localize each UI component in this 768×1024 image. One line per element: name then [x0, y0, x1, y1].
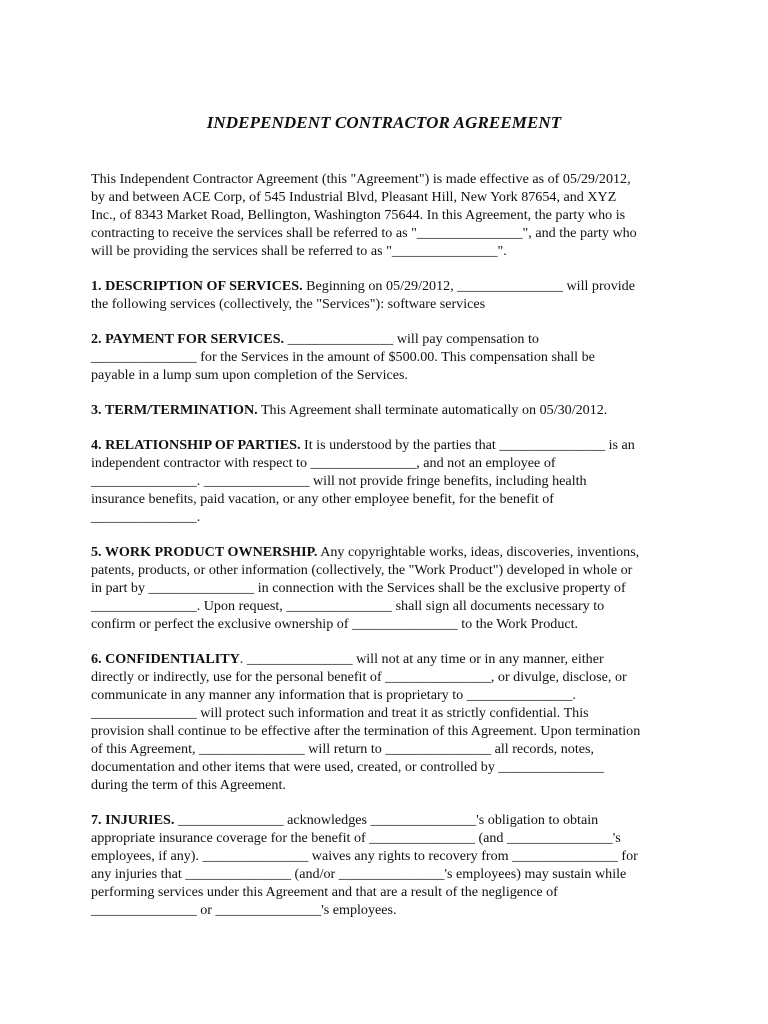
- section-first-line: [91, 543, 691, 561]
- section-line: communicate in any manner any information that is proprietary to _______________.: [91, 687, 576, 703]
- section-first-line: [91, 277, 691, 295]
- section-line: during the term of this Agreement.: [91, 777, 286, 793]
- section-line: _______________.: [91, 509, 201, 525]
- section-text: Any copyrightable works, ideas, discoveries, inventions,: [317, 544, 640, 560]
- section-description-of-services: [91, 277, 691, 313]
- section-line: _______________ or _______________'s employees.: [91, 902, 397, 918]
- section-line: performing services under this Agreement and that are a result of the negligence of: [91, 884, 558, 900]
- section-line: the following services (collectively, the "Services"): software services: [91, 296, 486, 312]
- section-line: _______________ for the Services in the amount of $500.00. This compensation shall be: [91, 349, 595, 365]
- section-line: patents, products, or other information (collectively, the "Work Product") developed in whole or: [91, 562, 633, 578]
- section-text: It is understood by the parties that _______________ is an: [300, 437, 635, 453]
- section-line: _______________. Upon request, _______________ shall sign all documents necessary to: [91, 598, 605, 614]
- section-line: independent contractor with respect to _______________, and not an employee of: [91, 455, 556, 471]
- section-line: insurance benefits, paid vacation, or any other employee benefit, for the benefit of: [91, 491, 554, 507]
- section-confidentiality: [91, 650, 691, 794]
- section-line: any injuries that _______________ (and/or _______________'s employees) may sustain while: [91, 866, 627, 882]
- section-first-line: [91, 401, 691, 419]
- section-text: _______________ will pay compensation to: [284, 331, 539, 347]
- section-heading: 7. INJURIES.: [91, 812, 175, 828]
- section-term-termination: [91, 401, 691, 419]
- section-text: _______________ acknowledges _______________'s obligation to obtain: [174, 812, 599, 828]
- section-first-line: [91, 330, 691, 348]
- section-relationship-of-parties: [91, 436, 691, 526]
- intro-line: contracting to receive the services shall be referred to as "_______________", and the party who: [91, 225, 637, 241]
- section-line: documentation and other items that were used, created, or controlled by _______________: [91, 759, 605, 775]
- section-line: directly or indirectly, use for the personal benefit of _______________, or divulge, disclose, or: [91, 669, 627, 685]
- section-first-line: [91, 436, 691, 454]
- section-heading: 6. CONFIDENTIALITY: [91, 651, 240, 667]
- section-line: provision shall continue to be effective after the termination of this Agreement. Upon termination: [91, 723, 641, 739]
- section-injuries: [91, 811, 691, 919]
- section-heading: 5. WORK PRODUCT OWNERSHIP.: [91, 544, 318, 560]
- section-first-line: [91, 650, 691, 668]
- section-line: of this Agreement, _______________ will return to _______________ all records, notes,: [91, 741, 594, 757]
- intro-line: Inc., of 8343 Market Road, Bellington, Washington 75644. In this Agreement, the party who is: [91, 207, 626, 223]
- section-line: confirm or perfect the exclusive ownership of _______________ to the Work Product.: [91, 616, 579, 632]
- intro-line: This Independent Contractor Agreement (this "Agreement") is made effective as of 05/29/2012,: [91, 171, 631, 187]
- intro-line: by and between ACE Corp, of 545 Industrial Blvd, Pleasant Hill, New York 87654, and XYZ: [91, 189, 617, 205]
- section-line: payable in a lump sum upon completion of the Services.: [91, 367, 409, 383]
- section-heading: 1. DESCRIPTION OF SERVICES.: [91, 278, 303, 294]
- intro-paragraph: [91, 170, 691, 260]
- section-heading: 4. RELATIONSHIP OF PARTIES.: [91, 437, 301, 453]
- document-title: INDEPENDENT CONTRACTOR AGREEMENT: [206, 113, 562, 132]
- section-line: employees, if any). _______________ waives any rights to recovery from _______________ for: [91, 848, 638, 864]
- section-line: _______________. _______________ will not provide fringe benefits, including health: [91, 473, 587, 489]
- section-line: in part by _______________ in connection with the Services shall be the exclusive property of: [91, 580, 626, 596]
- section-text: This Agreement shall terminate automatically on 05/30/2012.: [257, 402, 608, 418]
- section-line: appropriate insurance coverage for the benefit of _______________ (and _______________'s: [91, 830, 621, 846]
- section-text: Beginning on 05/29/2012, _______________ will provide: [302, 278, 635, 294]
- section-payment-for-services: [91, 330, 691, 384]
- section-heading: 2. PAYMENT FOR SERVICES.: [91, 331, 285, 347]
- section-text: . _______________ will not at any time or in any manner, either: [239, 651, 604, 667]
- document-body: [91, 170, 691, 936]
- section-work-product-ownership: [91, 543, 691, 633]
- section-first-line: [91, 811, 691, 829]
- intro-line: will be providing the services shall be referred to as "_______________".: [91, 243, 507, 259]
- section-heading: 3. TERM/TERMINATION.: [91, 402, 258, 418]
- section-line: _______________ will protect such information and treat it as strictly confidential. This: [91, 705, 589, 721]
